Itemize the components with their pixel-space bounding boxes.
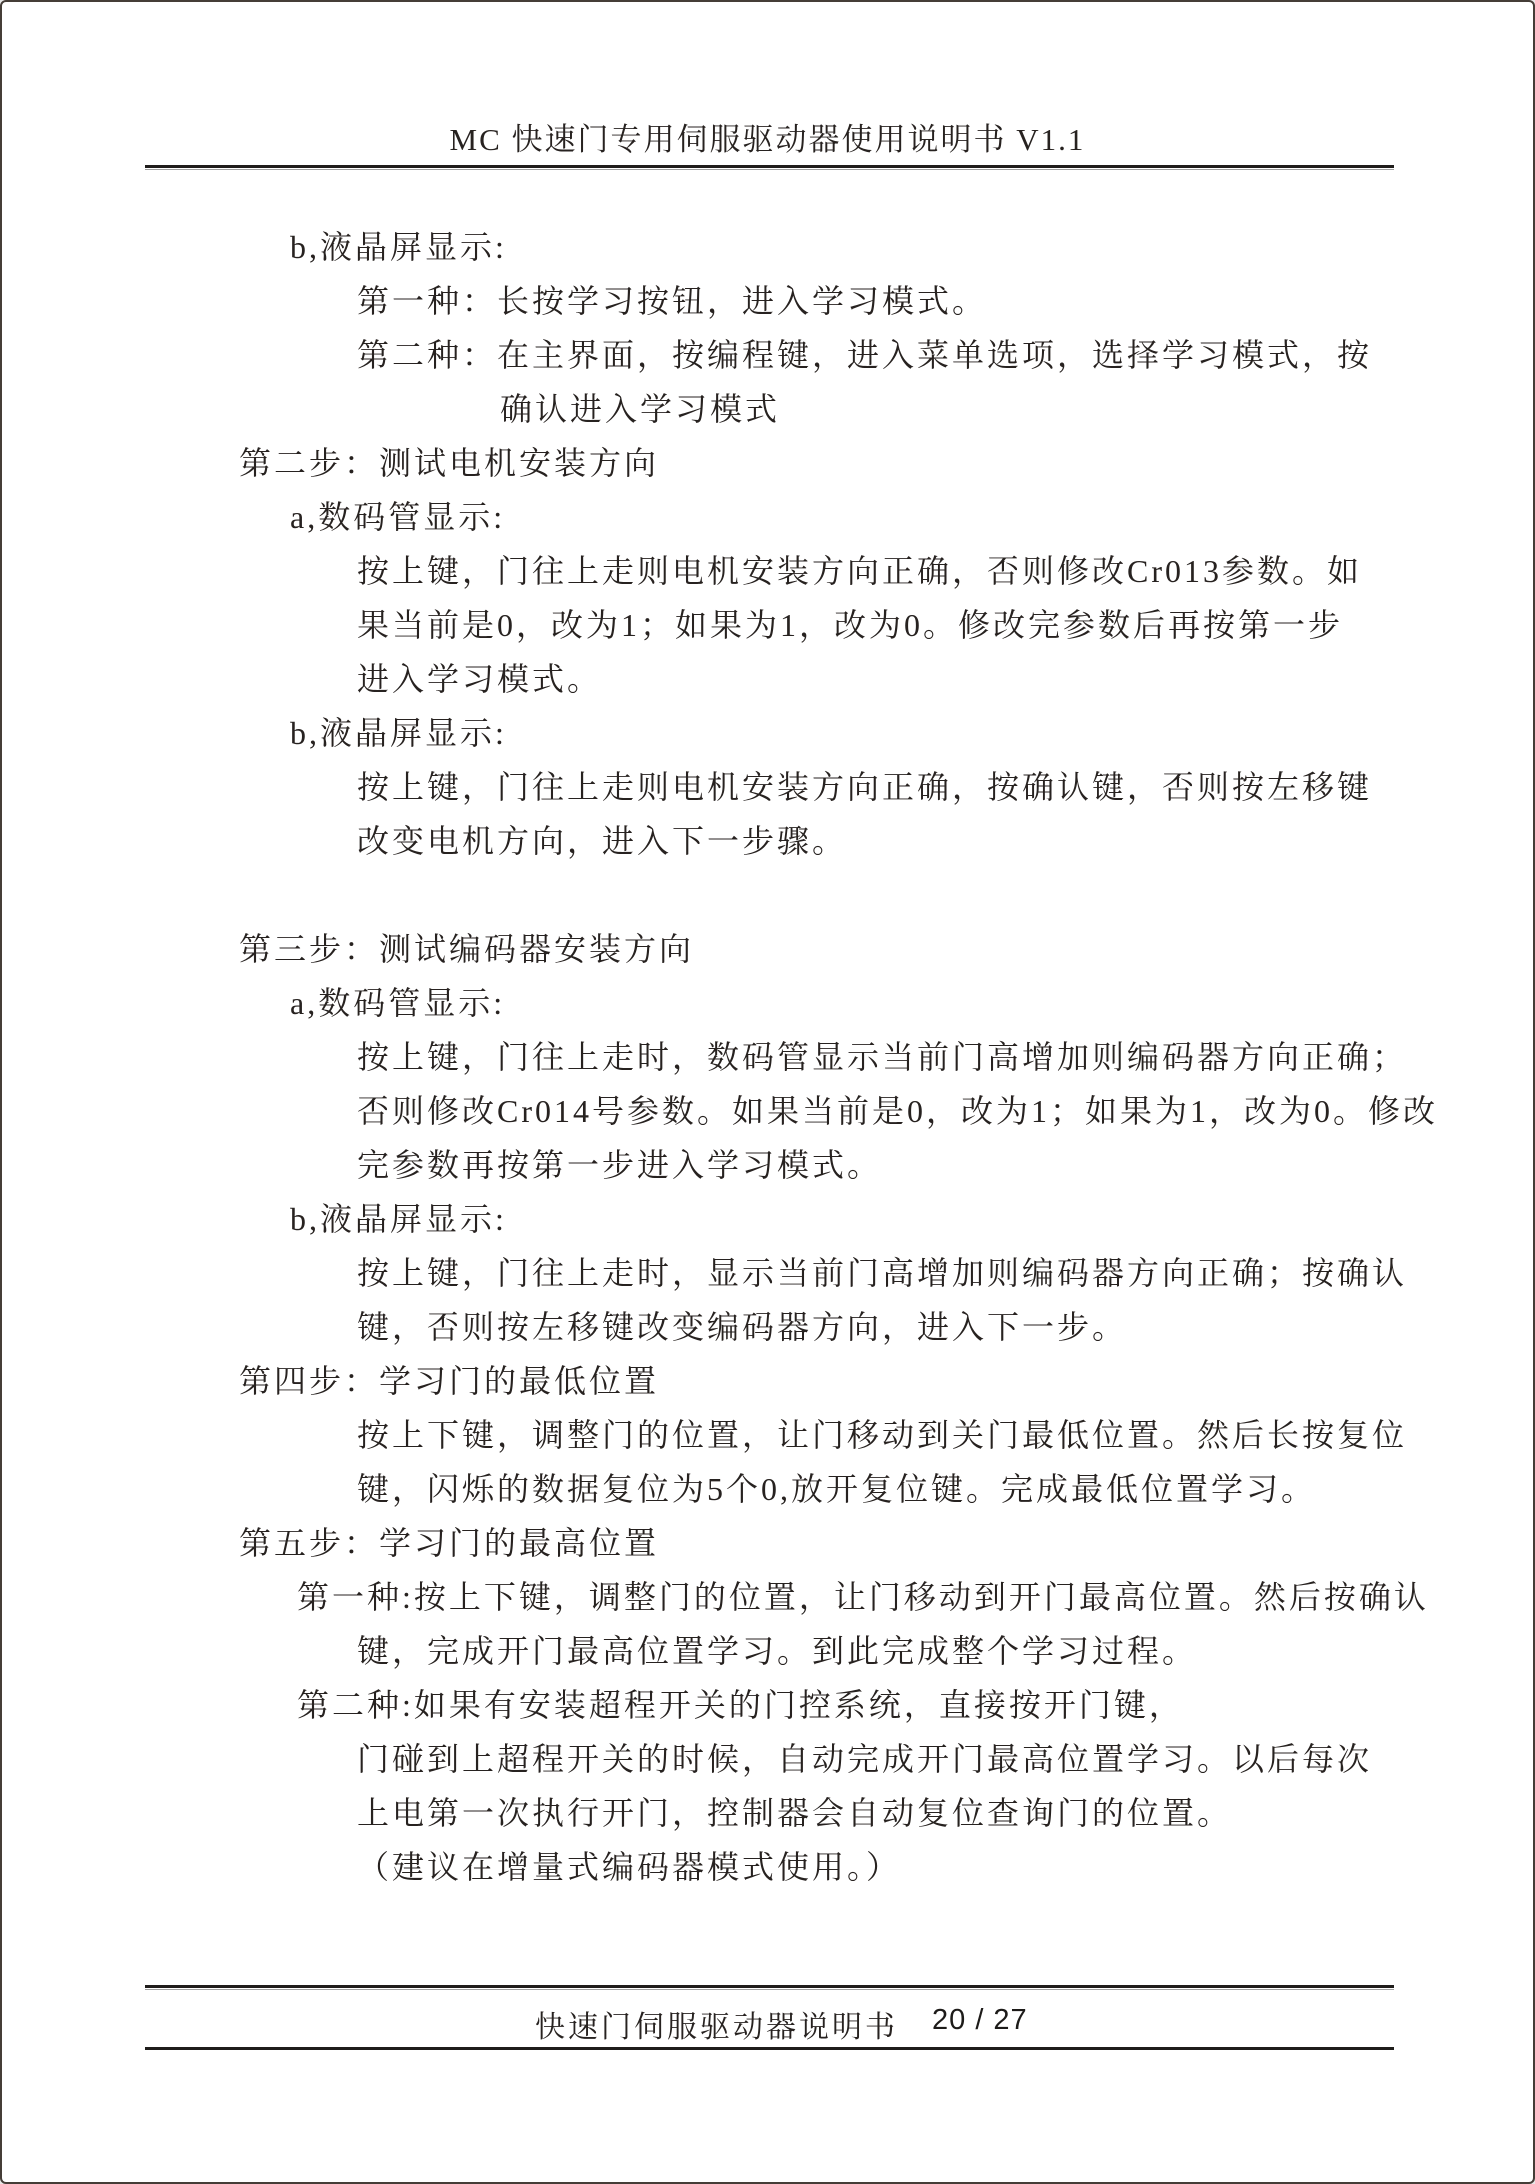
text-line: 第三步：测试编码器安装方向 [239,931,695,967]
text-line: 按上键，门往上走则电机安装方向正确，否则修改Cr013参数。如 [357,553,1363,589]
text-line: 按上键，门往上走时，显示当前门高增加则编码器方向正确；按确认 [357,1255,1408,1291]
document-body [2,220,1533,1894]
text-line [2,868,1533,922]
text-line: a,数码管显示: [290,985,506,1021]
text-line: 第四步：学习门的最低位置 [239,1363,660,1399]
footer-page-number: 20 / 27 [932,2004,1028,2036]
text-line: 第二步：测试电机安装方向 [239,445,660,481]
header-rule [145,165,1394,170]
text-line: 改变电机方向，进入下一步骤。 [357,823,848,859]
text-line: 键，完成开门最高位置学习。到此完成整个学习过程。 [357,1633,1198,1669]
footer-doc-name: 快速门伺服驱动器说明书 [535,2011,898,2044]
text-line: b,液晶屏显示: [290,229,507,265]
text-line: a,数码管显示: [290,499,506,535]
text-line: 第二种：在主界面，按编程键，进入菜单选项，选择学习模式，按 [357,337,1373,373]
page-title: MC 快速门专用伺服驱动器使用说明书 V1.1 [449,122,1086,157]
text-line: （建议在增量式编码器模式使用。） [357,1849,902,1885]
text-line: 否则修改Cr014号参数。如果当前是0，改为1；如果为1，改为0。修改 [357,1093,1439,1129]
footer-rule-top [145,1985,1394,1990]
footer-rule-bottom [145,2047,1394,2051]
text-line: 按上键，门往上走则电机安装方向正确，按确认键，否则按左移键 [357,769,1373,805]
text-line: 完参数再按第一步进入学习模式。 [357,1147,883,1183]
text-line: b,液晶屏显示: [290,1201,507,1237]
text-line: 第二种:如果有安装超程开关的门控系统，直接按开门键， [297,1687,1184,1723]
text-line: 确认进入学习模式 [500,391,781,427]
text-line: 键，否则按左移键改变编码器方向，进入下一步。 [357,1309,1128,1345]
text-line: b,液晶屏显示: [290,715,507,751]
text-line: 键，闪烁的数据复位为5个0,放开复位键。完成最低位置学习。 [357,1471,1317,1507]
text-line: 第一种:按上下键，调整门的位置，让门移动到开门最高位置。然后按确认 [297,1579,1429,1615]
text-line: 门碰到上超程开关的时候，自动完成开门最高位置学习。以后每次 [357,1741,1373,1777]
text-line: 果当前是0，改为1；如果为1，改为0。修改完参数后再按第一步 [357,607,1344,643]
text-line: 按上键，门往上走时，数码管显示当前门高增加则编码器方向正确； [357,1039,1408,1075]
text-line: 上电第一次执行开门，控制器会自动复位查询门的位置。 [357,1795,1233,1831]
text-line: 第一种：长按学习按钮，进入学习模式。 [357,283,988,319]
text-line: 第五步：学习门的最高位置 [239,1525,660,1561]
text-line: 按上下键，调整门的位置，让门移动到关门最低位置。然后长按复位 [357,1417,1408,1453]
text-line: 进入学习模式。 [357,661,603,697]
